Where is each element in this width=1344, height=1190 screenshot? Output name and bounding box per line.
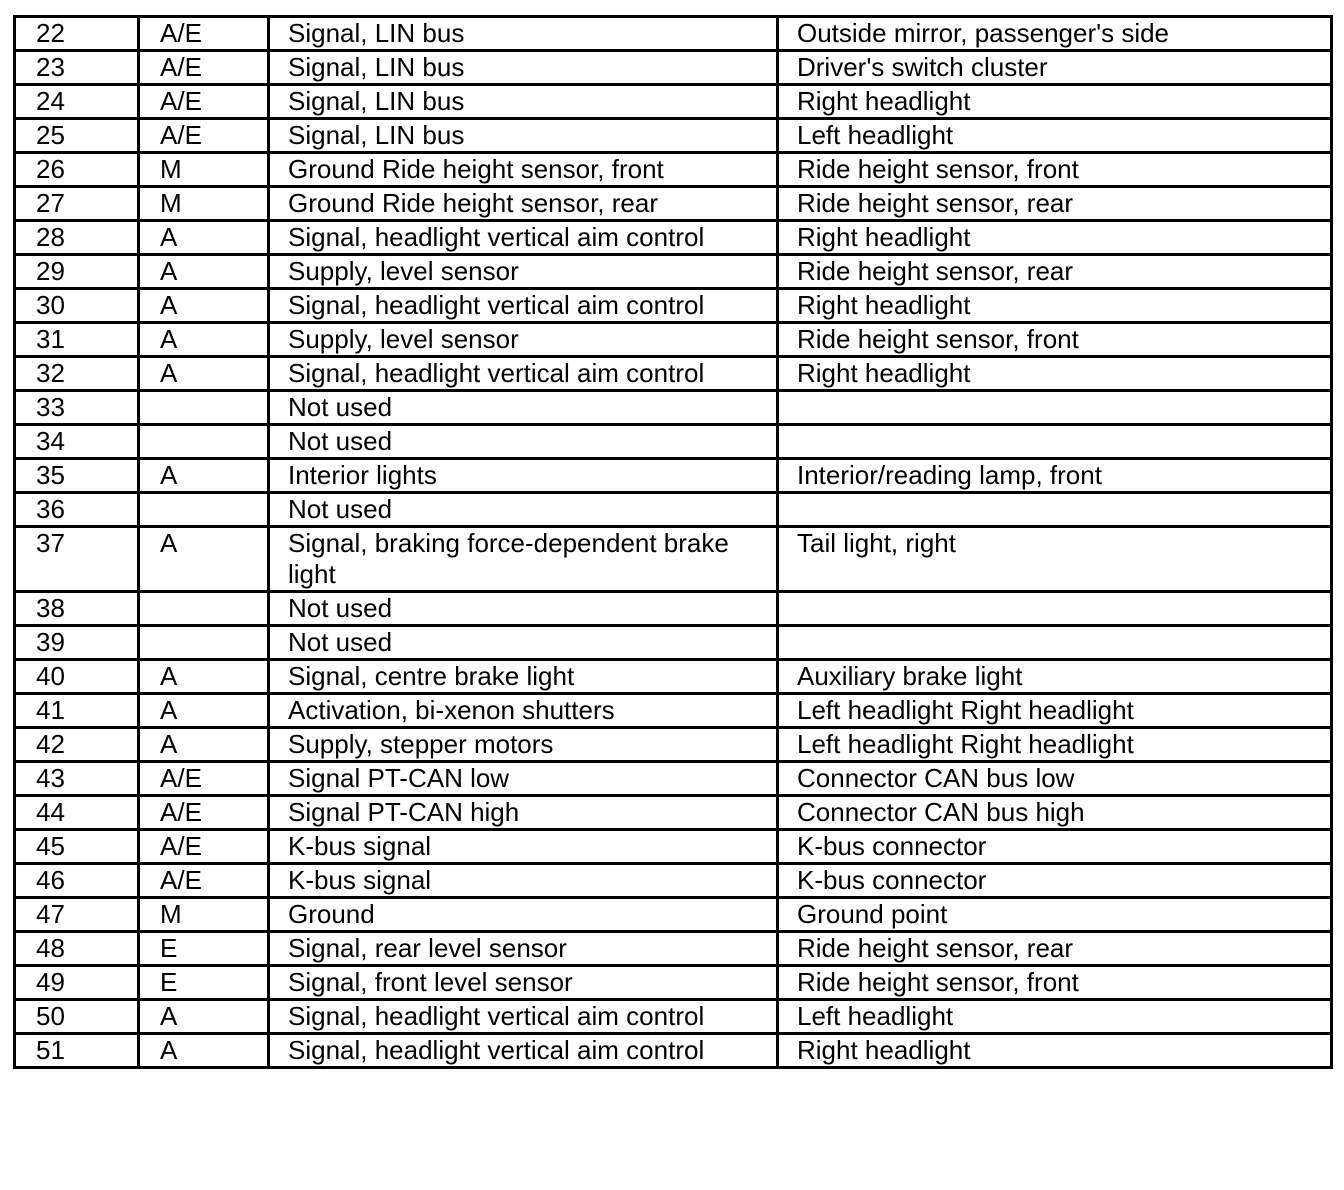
connection-cell: Left headlight Right headlight	[778, 694, 1332, 728]
table-row	[15, 728, 1332, 762]
signal-type-cell: A/E	[139, 830, 269, 864]
connection-cell	[778, 626, 1332, 660]
signal-type-cell: A	[139, 527, 269, 592]
connection-cell: K-bus connector	[778, 830, 1332, 864]
signal-type-cell	[139, 425, 269, 459]
signal-type-cell: A/E	[139, 796, 269, 830]
connection-cell: Left headlight Right headlight	[778, 728, 1332, 762]
pin-number-cell: 50	[15, 1000, 139, 1034]
description-cell: Signal PT-CAN low	[269, 762, 778, 796]
description-cell: Supply, stepper motors	[269, 728, 778, 762]
description-cell: K-bus signal	[269, 830, 778, 864]
signal-type-cell: A	[139, 323, 269, 357]
pin-number-cell: 23	[15, 51, 139, 85]
table-row	[15, 221, 1332, 255]
pin-number-cell: 33	[15, 391, 139, 425]
pin-number-cell: 27	[15, 187, 139, 221]
pin-table-body	[15, 17, 1332, 1068]
pin-number-cell: 32	[15, 357, 139, 391]
signal-type-cell: M	[139, 187, 269, 221]
connection-cell: Ride height sensor, front	[778, 966, 1332, 1000]
connection-cell	[778, 592, 1332, 626]
signal-type-cell: A/E	[139, 17, 269, 51]
connection-cell	[778, 493, 1332, 527]
connection-cell: Driver's switch cluster	[778, 51, 1332, 85]
signal-type-cell	[139, 592, 269, 626]
table-row	[15, 459, 1332, 493]
pin-number-cell: 43	[15, 762, 139, 796]
table-row	[15, 1000, 1332, 1034]
table-row	[15, 119, 1332, 153]
signal-type-cell: E	[139, 966, 269, 1000]
connection-cell: Interior/reading lamp, front	[778, 459, 1332, 493]
pin-number-cell: 26	[15, 153, 139, 187]
description-cell: Not used	[269, 626, 778, 660]
description-cell: Not used	[269, 592, 778, 626]
description-cell: Ground Ride height sensor, front	[269, 153, 778, 187]
signal-type-cell: E	[139, 932, 269, 966]
connection-cell: Outside mirror, passenger's side	[778, 17, 1332, 51]
table-row	[15, 796, 1332, 830]
connection-cell: Right headlight	[778, 85, 1332, 119]
signal-type-cell: A	[139, 357, 269, 391]
connection-cell: Ride height sensor, rear	[778, 187, 1332, 221]
table-row	[15, 85, 1332, 119]
connection-cell: Ride height sensor, rear	[778, 255, 1332, 289]
connection-cell: Right headlight	[778, 1034, 1332, 1068]
pin-number-cell: 45	[15, 830, 139, 864]
connection-cell: Right headlight	[778, 289, 1332, 323]
signal-type-cell: A	[139, 728, 269, 762]
description-cell: Not used	[269, 391, 778, 425]
pin-number-cell: 44	[15, 796, 139, 830]
table-row	[15, 898, 1332, 932]
description-cell: Signal, LIN bus	[269, 17, 778, 51]
signal-type-cell: A	[139, 694, 269, 728]
connection-cell: K-bus connector	[778, 864, 1332, 898]
table-row	[15, 323, 1332, 357]
description-cell: Signal, LIN bus	[269, 85, 778, 119]
connection-cell: Connector CAN bus low	[778, 762, 1332, 796]
connection-cell: Right headlight	[778, 221, 1332, 255]
description-cell: Signal PT-CAN high	[269, 796, 778, 830]
signal-type-cell: A	[139, 1034, 269, 1068]
description-cell: Supply, level sensor	[269, 255, 778, 289]
description-cell: Interior lights	[269, 459, 778, 493]
table-row	[15, 51, 1332, 85]
connection-cell: Right headlight	[778, 357, 1332, 391]
signal-type-cell: A	[139, 289, 269, 323]
pin-number-cell: 35	[15, 459, 139, 493]
pin-number-cell: 38	[15, 592, 139, 626]
pin-number-cell: 48	[15, 932, 139, 966]
signal-type-cell: A/E	[139, 119, 269, 153]
connection-cell: Left headlight	[778, 119, 1332, 153]
pin-number-cell: 42	[15, 728, 139, 762]
signal-type-cell: M	[139, 898, 269, 932]
pin-number-cell: 36	[15, 493, 139, 527]
pin-number-cell: 40	[15, 660, 139, 694]
pin-number-cell: 49	[15, 966, 139, 1000]
table-row	[15, 762, 1332, 796]
pin-number-cell: 22	[15, 17, 139, 51]
connection-cell: Ride height sensor, front	[778, 323, 1332, 357]
table-row	[15, 864, 1332, 898]
pin-assignment-table	[13, 15, 1333, 1069]
pin-number-cell: 29	[15, 255, 139, 289]
table-row	[15, 1034, 1332, 1068]
pin-number-cell: 46	[15, 864, 139, 898]
signal-type-cell: A	[139, 1000, 269, 1034]
signal-type-cell: A	[139, 660, 269, 694]
pin-number-cell: 39	[15, 626, 139, 660]
table-row	[15, 932, 1332, 966]
description-cell: Signal, centre brake light	[269, 660, 778, 694]
connection-cell: Ground point	[778, 898, 1332, 932]
description-cell: Not used	[269, 493, 778, 527]
pin-number-cell: 24	[15, 85, 139, 119]
table-row	[15, 527, 1332, 592]
table-row	[15, 493, 1332, 527]
connection-cell: Left headlight	[778, 1000, 1332, 1034]
table-row	[15, 289, 1332, 323]
signal-type-cell	[139, 391, 269, 425]
signal-type-cell: A	[139, 459, 269, 493]
connection-cell: Ride height sensor, front	[778, 153, 1332, 187]
signal-type-cell: A/E	[139, 864, 269, 898]
description-cell: Signal, headlight vertical aim control	[269, 221, 778, 255]
table-row	[15, 626, 1332, 660]
table-row	[15, 694, 1332, 728]
table-row	[15, 830, 1332, 864]
description-cell: Ground Ride height sensor, rear	[269, 187, 778, 221]
signal-type-cell	[139, 626, 269, 660]
pin-number-cell: 41	[15, 694, 139, 728]
signal-type-cell: A/E	[139, 51, 269, 85]
description-cell: Not used	[269, 425, 778, 459]
signal-type-cell: A	[139, 221, 269, 255]
table-row	[15, 425, 1332, 459]
description-cell: Signal, rear level sensor	[269, 932, 778, 966]
description-cell: Ground	[269, 898, 778, 932]
description-cell: Signal, headlight vertical aim control	[269, 289, 778, 323]
connection-cell: Ride height sensor, rear	[778, 932, 1332, 966]
signal-type-cell: M	[139, 153, 269, 187]
pin-number-cell: 25	[15, 119, 139, 153]
table-row	[15, 660, 1332, 694]
signal-type-cell: A/E	[139, 85, 269, 119]
pin-number-cell: 30	[15, 289, 139, 323]
pin-number-cell: 47	[15, 898, 139, 932]
connection-cell	[778, 425, 1332, 459]
table-row	[15, 966, 1332, 1000]
table-row	[15, 592, 1332, 626]
connection-cell: Tail light, right	[778, 527, 1332, 592]
pin-number-cell: 37	[15, 527, 139, 592]
connection-cell: Connector CAN bus high	[778, 796, 1332, 830]
description-cell: Signal, headlight vertical aim control	[269, 357, 778, 391]
pin-number-cell: 34	[15, 425, 139, 459]
pin-number-cell: 31	[15, 323, 139, 357]
signal-type-cell: A	[139, 255, 269, 289]
description-cell: Supply, level sensor	[269, 323, 778, 357]
description-cell: Signal, LIN bus	[269, 51, 778, 85]
table-row	[15, 391, 1332, 425]
table-row	[15, 17, 1332, 51]
pin-number-cell: 51	[15, 1034, 139, 1068]
description-cell: Signal, front level sensor	[269, 966, 778, 1000]
connection-cell	[778, 391, 1332, 425]
description-cell: Activation, bi-xenon shutters	[269, 694, 778, 728]
description-cell: Signal, braking force-dependent brake light	[269, 527, 778, 592]
description-cell: Signal, headlight vertical aim control	[269, 1000, 778, 1034]
description-cell: Signal, LIN bus	[269, 119, 778, 153]
connection-cell: Auxiliary brake light	[778, 660, 1332, 694]
table-row	[15, 153, 1332, 187]
pin-number-cell: 28	[15, 221, 139, 255]
signal-type-cell	[139, 493, 269, 527]
table-row	[15, 255, 1332, 289]
description-cell: Signal, headlight vertical aim control	[269, 1034, 778, 1068]
table-row	[15, 357, 1332, 391]
description-cell: K-bus signal	[269, 864, 778, 898]
signal-type-cell: A/E	[139, 762, 269, 796]
table-row	[15, 187, 1332, 221]
